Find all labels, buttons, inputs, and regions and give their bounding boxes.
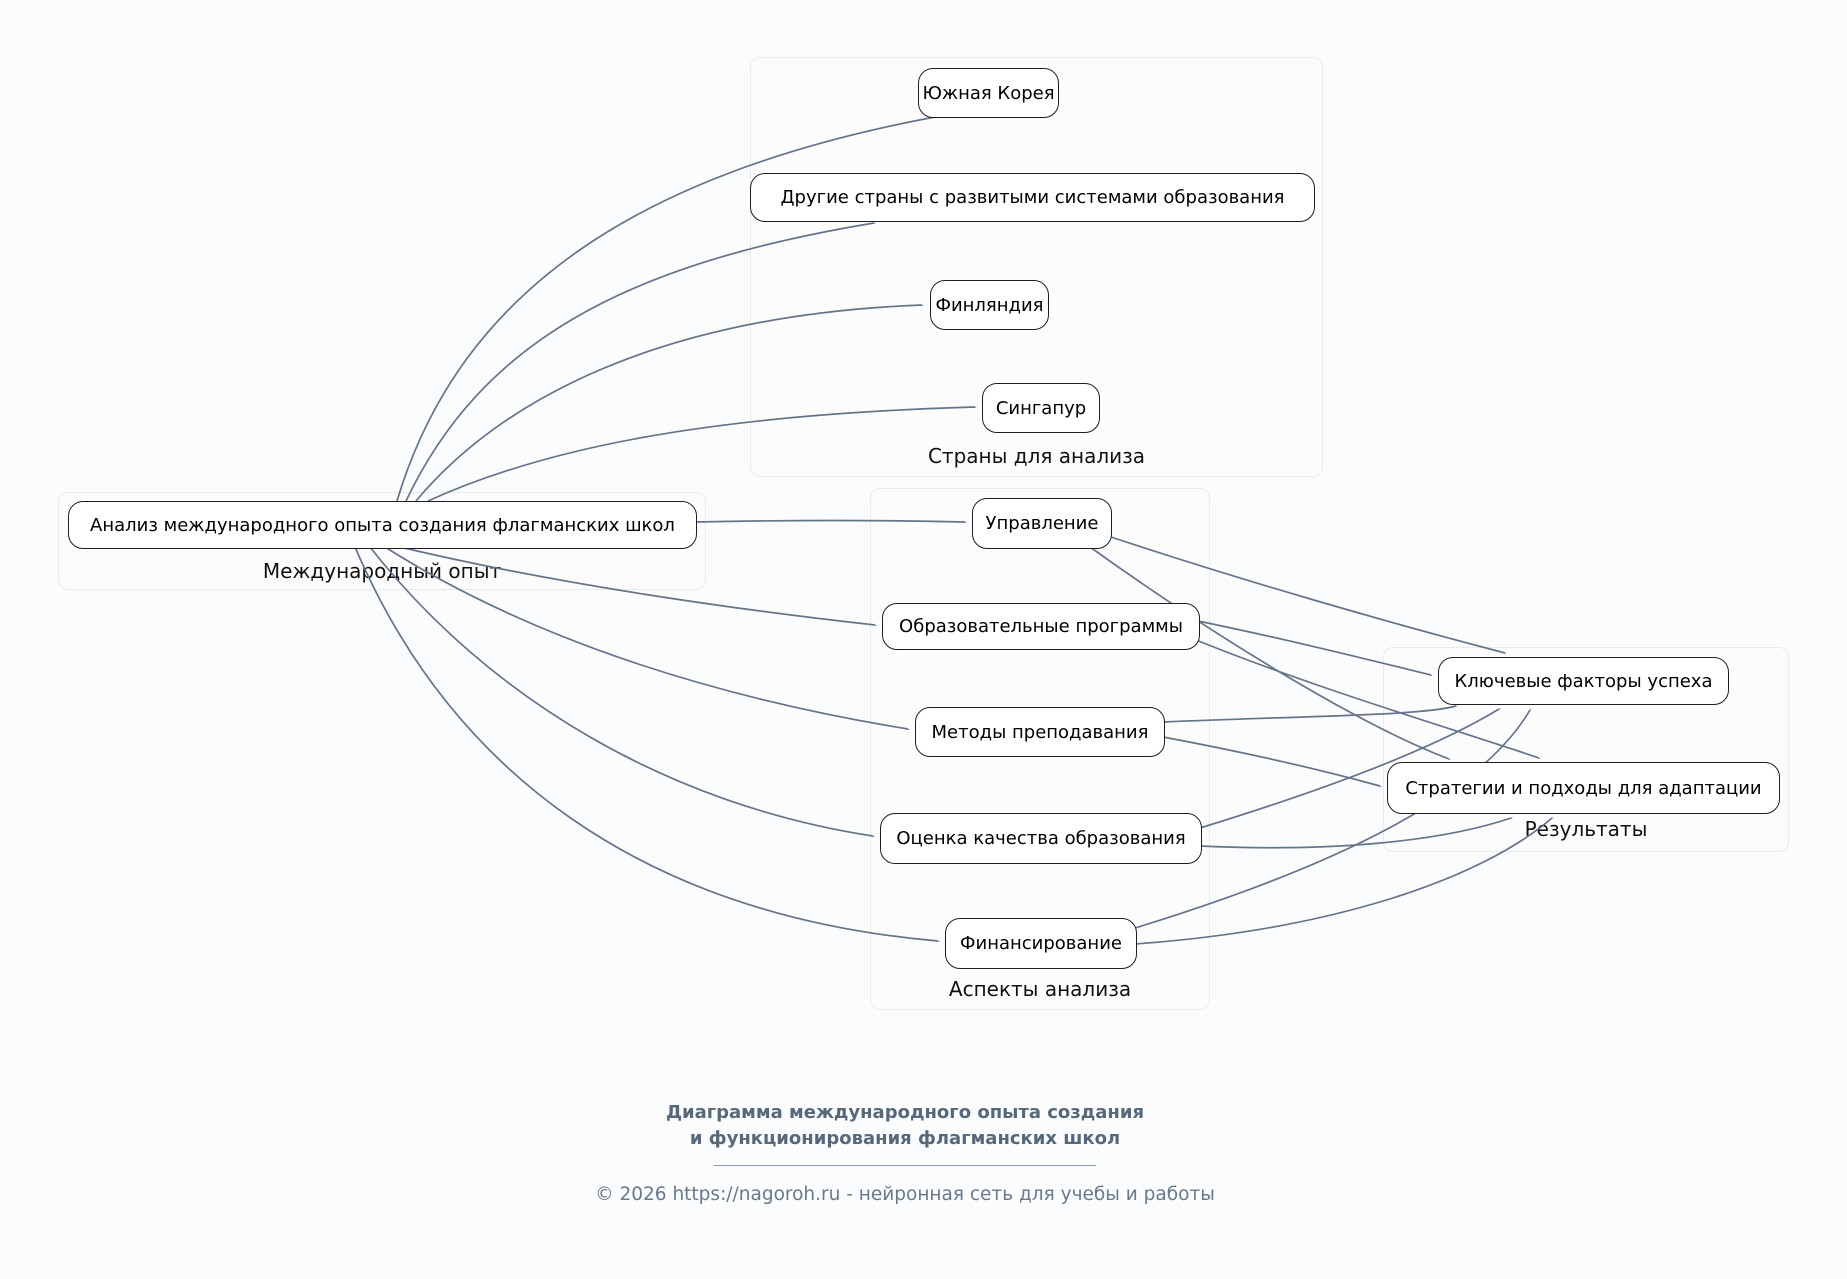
node-methods: Методы преподавания bbox=[915, 707, 1165, 757]
edge-main-to-management bbox=[696, 521, 965, 523]
edge-quality-to-strategies bbox=[1200, 818, 1511, 848]
node-other-countries: Другие страны с развитыми системами образования bbox=[750, 173, 1315, 222]
edge-main-to-finance bbox=[355, 547, 938, 941]
node-south-korea: Южная Корея bbox=[918, 68, 1059, 118]
node-main-analysis: Анализ международного опыта создания флагманских школ bbox=[68, 501, 697, 549]
node-strategies: Стратегии и подходы для адаптации bbox=[1387, 762, 1780, 814]
group-results-label: Результаты bbox=[1524, 817, 1648, 841]
edge-main-to-programs bbox=[400, 547, 875, 625]
edge-methods-to-key-factors bbox=[1163, 706, 1456, 722]
edge-programs-to-key-factors bbox=[1198, 621, 1431, 675]
copyright-line: © 2026 https://nagoroh.ru - нейронная сеть для учебы и работы bbox=[595, 1184, 1215, 1206]
node-key-factors: Ключевые факторы успеха bbox=[1438, 657, 1729, 705]
edge-main-to-other-countries bbox=[406, 223, 874, 501]
group-countries-label: Страны для анализа bbox=[927, 444, 1146, 468]
edge-main-to-methods bbox=[385, 547, 908, 729]
node-programs: Образовательные программы bbox=[882, 603, 1200, 650]
edge-main-to-singapore bbox=[428, 407, 975, 501]
node-finland: Финляндия bbox=[930, 280, 1049, 330]
node-singapore: Сингапур bbox=[982, 383, 1100, 433]
group-aspects-label: Аспекты анализа bbox=[948, 977, 1132, 1001]
node-quality: Оценка качества образования bbox=[880, 813, 1202, 864]
node-management: Управление bbox=[972, 498, 1112, 549]
group-international-label: Международный опыт bbox=[262, 559, 502, 583]
edge-main-to-finland bbox=[416, 305, 922, 501]
diagram-title: Диаграмма международного опыта создания и функционирования флагманских школ bbox=[665, 1102, 1145, 1150]
node-finance: Финансирование bbox=[945, 918, 1137, 969]
